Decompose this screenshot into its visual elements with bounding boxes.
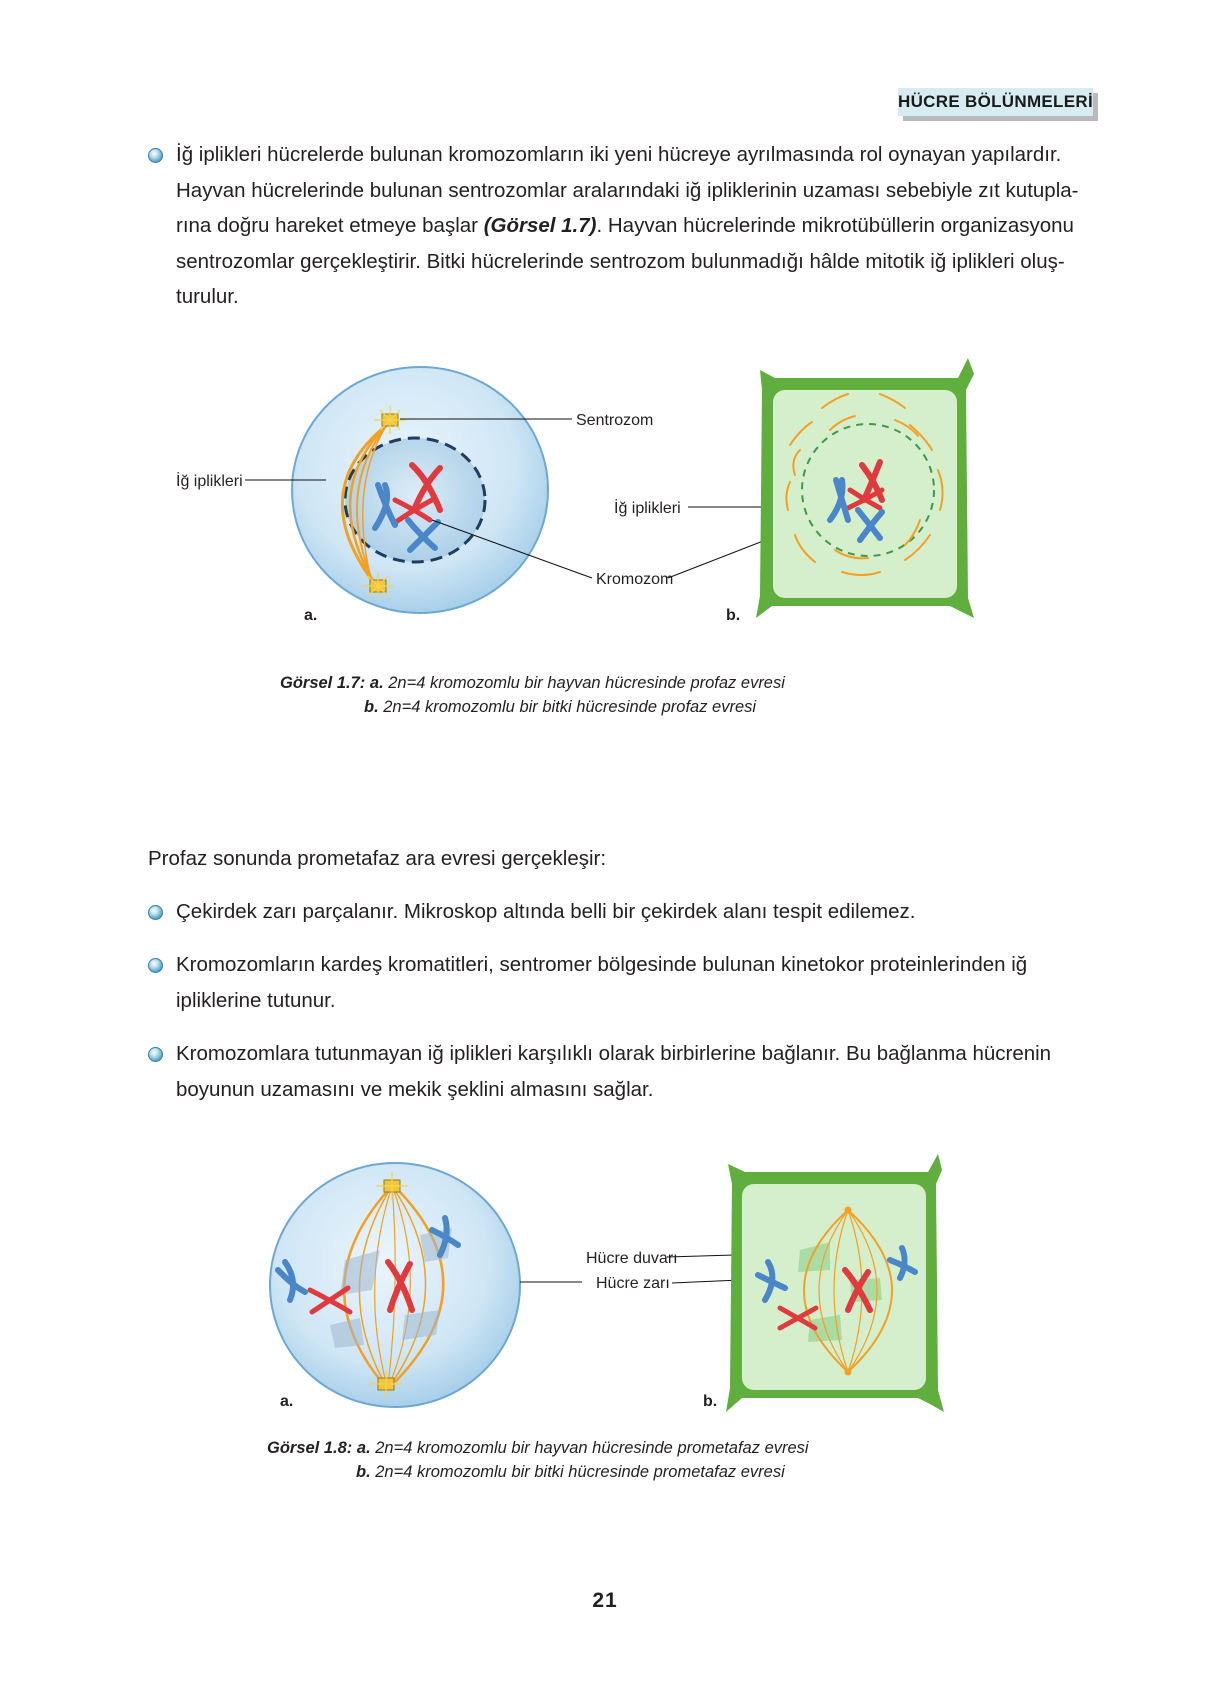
intro-line: Hayvan hücrelerinde bulunan sentrozomlar aralarındaki iğ ipliklerinin uzaması sebebiyle zıt kutupla- (176, 178, 1079, 202)
figure-1-8 (0, 1150, 1210, 1420)
page-number: 21 (592, 1589, 618, 1612)
intro-line: rına doğru hareket etmeye başlar (Görsel 1.7). Hayvan hücrelerinde mikrotübüllerin organizasyonu (176, 214, 1074, 237)
part-b-label: b. (726, 607, 741, 624)
animal-cell-prometaphase (270, 1163, 520, 1407)
bullet-icon (148, 958, 163, 973)
figure-1-7 (0, 350, 1210, 650)
cell-wall-label: Hücre duvarı (586, 1250, 678, 1267)
intro-line: sentrozomlar gerçekleştirir. Bitki hücrelerinde sentrozom bulunmadığı hâlde mitotik iğ iplikleri oluş- (176, 249, 1065, 273)
bullet-icon (148, 148, 163, 163)
prometaphase-bullet: Kromozomların kardeş kromatitleri, sentromer bölgesinde bulunan kinetokor proteinlerinden iğ ipliklerine tutunur. (176, 953, 1028, 1012)
bullet-icon (148, 1047, 163, 1062)
prometaphase-intro: Profaz sonunda prometafaz ara evresi gerçekleşir: (148, 847, 607, 870)
centrosome-label: Sentrozom (576, 412, 654, 429)
bullet-icon (148, 905, 163, 920)
figure-reference: (Görsel 1.7) (483, 214, 597, 237)
plant-cell-prometaphase (726, 1154, 944, 1412)
intro-line: turulur. (176, 285, 239, 308)
intro-line: İğ iplikleri hücrelerde bulunan kromozomların iki yeni hücreye ayrılmasında rol oynayan yapılardır. (176, 143, 1062, 166)
prometaphase-bullet: Çekirdek zarı parçalanır. Mikroskop altında belli bir çekirdek alanı tespit edilemez. (176, 900, 916, 923)
part-a-label: a. (304, 607, 318, 624)
spindle-label-left: İğ iplikleri (176, 473, 243, 490)
spindle-label-right: İğ iplikleri (614, 500, 681, 517)
chromosome-label: Kromozom (596, 571, 674, 588)
figure-1-7-caption: Görsel 1.7: a. 2n=4 kromozomlu bir hayvan hücresinde profaz evresi b. 2n=4 kromozomlu bir bitki hücresinde profaz evresi (280, 674, 785, 716)
prometaphase-bullet: Kromozomlara tutunmayan iğ iplikleri karşılıklı olarak birbirlerine bağlanır. Bu bağlanma hücrenin boyunun uzamasını ve mekik şeklini almasını sağlar. (176, 1042, 1052, 1101)
part-b-label: b. (703, 1393, 718, 1410)
figure-1-8-caption: Görsel 1.8: a. 2n=4 kromozomlu bir hayvan hücresinde prometafaz evresi b. 2n=4 kromozomlu bir bitki hücresinde prometafaz evresi (267, 1439, 809, 1481)
section-title-tag: HÜCRE BÖLÜNMELERİ (898, 88, 1093, 116)
plant-cell-prophase (756, 358, 974, 618)
cell-membrane-label: Hücre zarı (596, 1275, 670, 1292)
animal-cell-prophase (292, 367, 548, 613)
intro-paragraph (176, 137, 1094, 315)
part-a-label: a. (280, 1393, 294, 1410)
